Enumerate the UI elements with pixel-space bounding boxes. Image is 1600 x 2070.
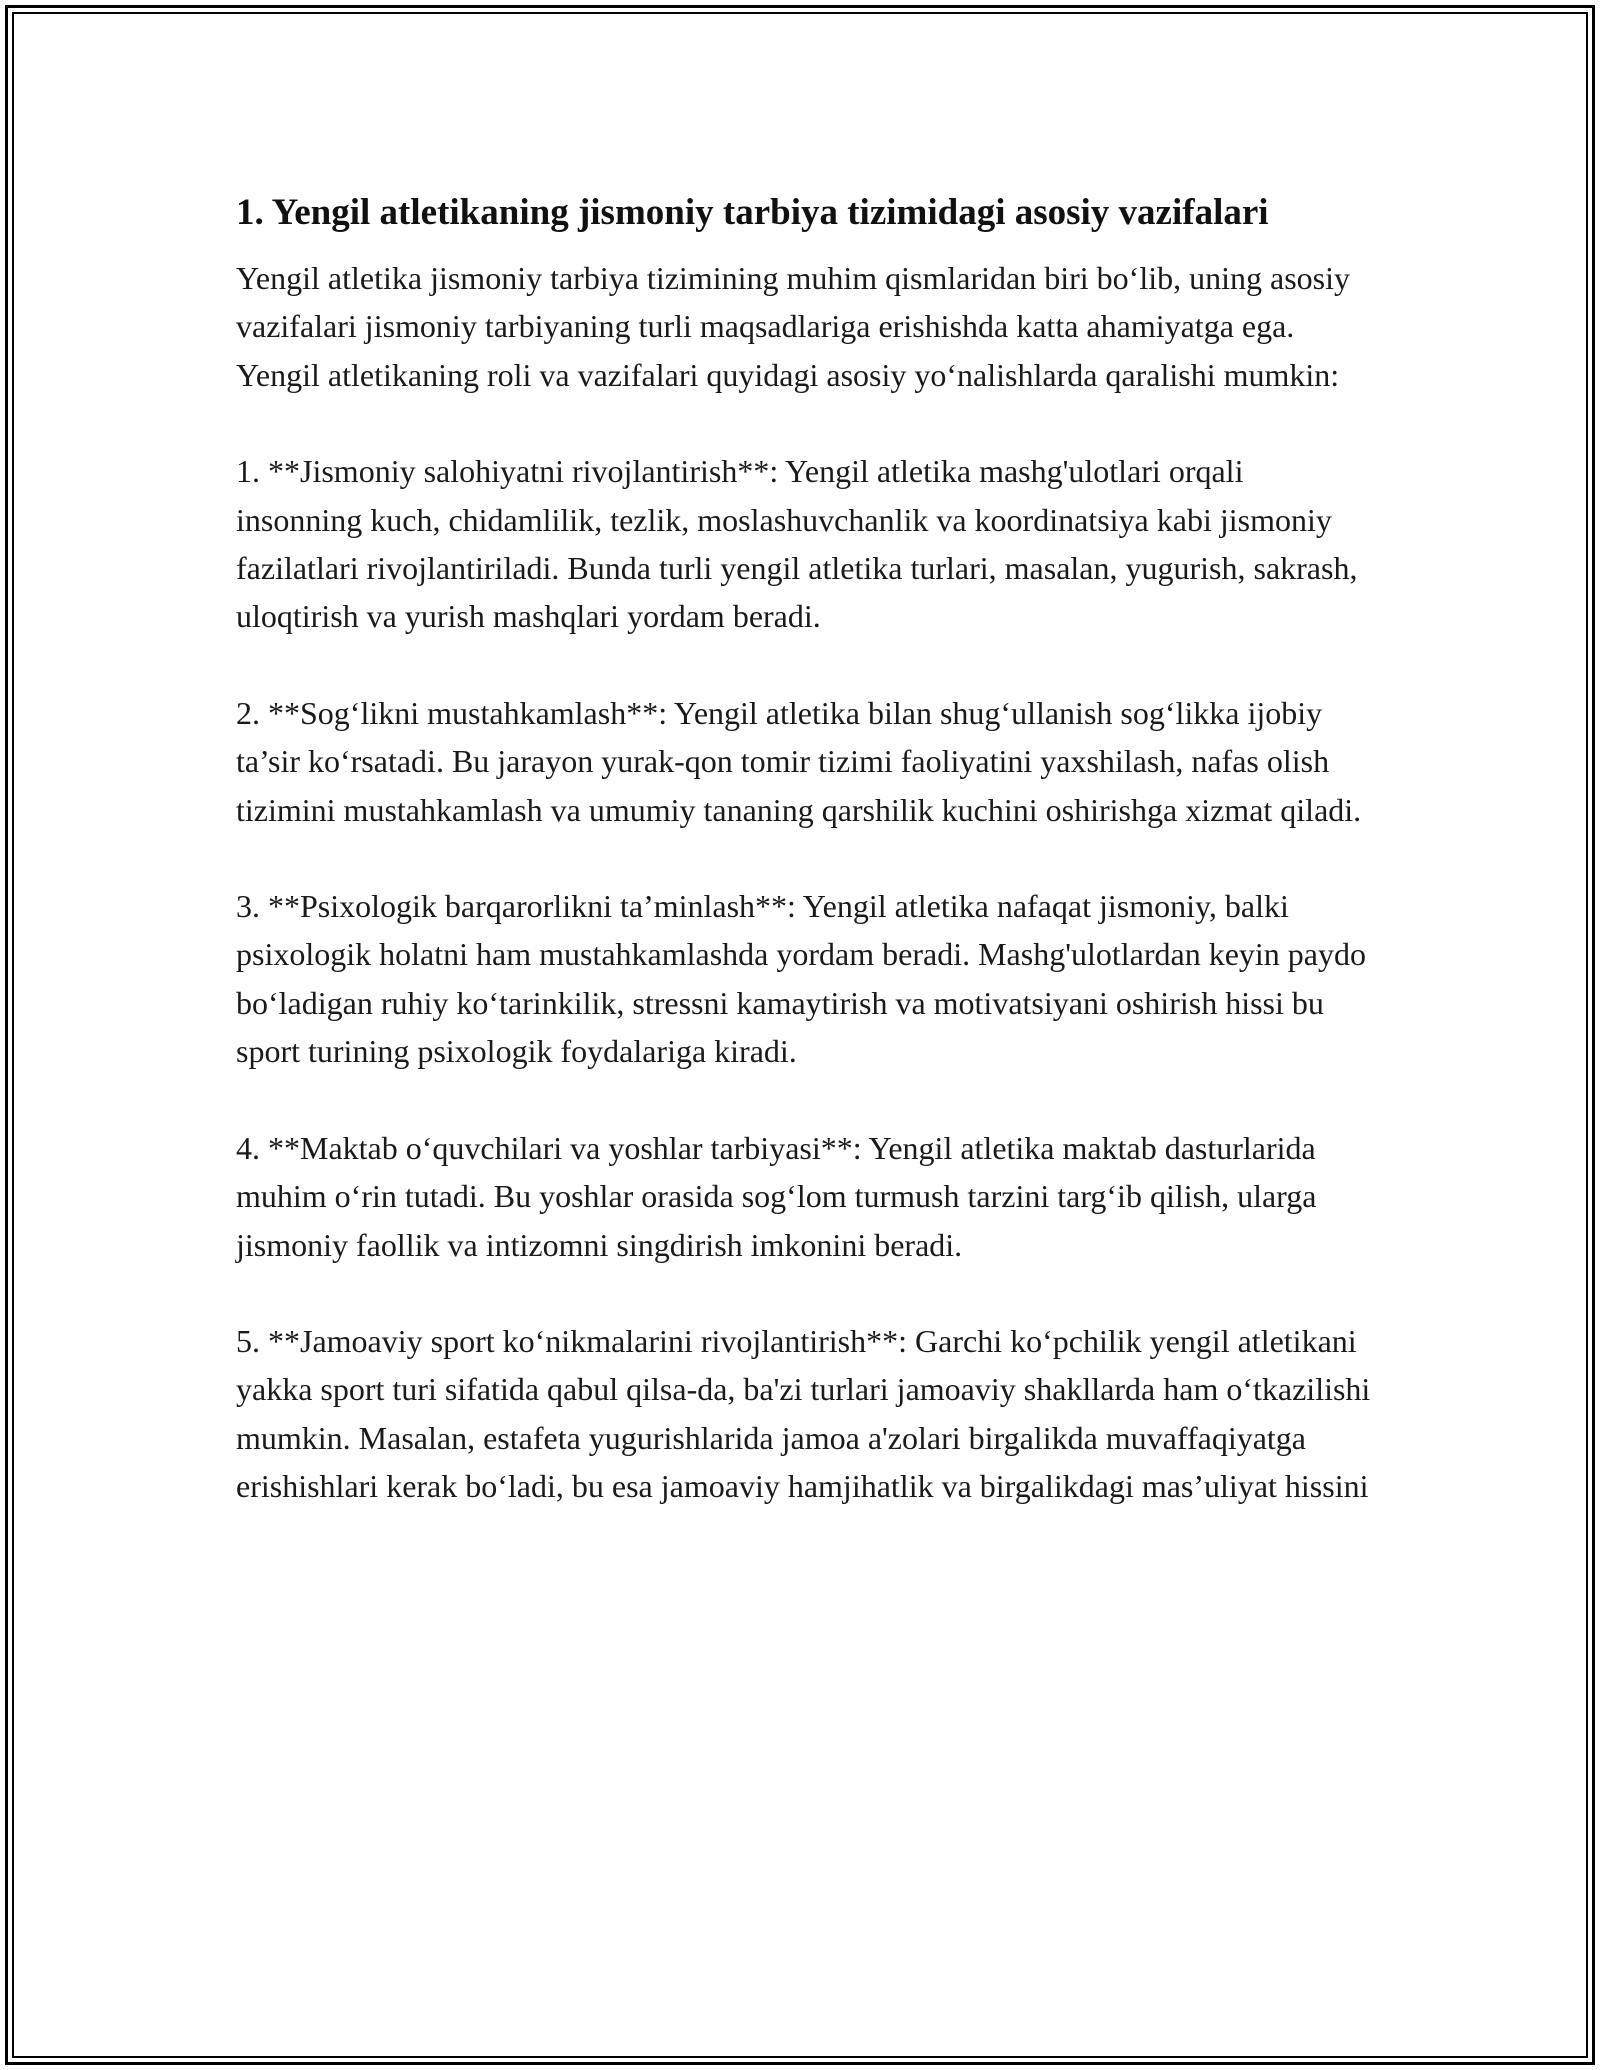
intro-paragraph: Yengil atletika jismoniy tarbiya tizimining muhim qismlaridan biri bo‘lib, uning asosiy vazifalari jismoniy tarbiyaning turli maqsadlariga erishishda katta ahamiyatga ega. Yengil atletikaning roli va vazifalari quyidagi asosiy yo‘nalishlarda qaralishi mumkin: <box>236 260 1350 393</box>
list-item-school-youth: 4. **Maktab o‘quvchilari va yoshlar tarbiyasi**: Yengil atletika maktab dasturlarida muhim o‘rin tutadi. Bu yoshlar orasida sog‘lom turmush tarzini targ‘ib qilish, ularga jismoniy faollik va intizomni singdirish imkonini beradi. <box>236 1129 1317 1263</box>
list-item-physical-potential: 1. **Jismoniy salohiyatni rivojlantirish**: Yengil atletika mashg'ulotlari orqali insonning kuch, chidamlilik, tezlik, moslashuvchanlik va koordinatsiya kabi jismoniy fazilatlari rivojlantiriladi. Bunda turli yengil atletika turlari, masalan, yugurish, sakrash, uloqtirish va yurish mashqlari yordam beradi. <box>236 453 1358 635</box>
list-item-team-skills: 5. **Jamoaviy sport ko‘nikmalarini rivojlantirish**: Garchi ko‘pchilik yengil atletikani yakka sport turi sifatida qabul qilsa-da, ba'zi turlari jamoaviy shakllarda ham o‘tkazilishi mumkin. Masalan, estafeta yugurishlarida jamoa a'zolari birgalikda muvaffaqiyatga erishishlari kerak bo‘ladi, bu esa jamoaviy hamjihatlik va birgalikdagi mas’uliyat hissini <box>236 1322 1371 1505</box>
document-body <box>236 186 1376 1511</box>
list-item-health: 2. **Sog‘likni mustahkamlash**: Yengil atletika bilan shug‘ullanish sog‘likka ijobiy ta’sir ko‘rsatadi. Bu jarayon yurak-qon tomir tizimi faoliyatini yaxshilash, nafas olish tizimini mustahkamlash va umumiy tananing qarshilik kuchini oshirishga xizmat qiladi. <box>236 694 1362 828</box>
list-item-psychological-stability: 3. **Psixologik barqarorlikni ta’minlash**: Yengil atletika nafaqat jismoniy, balki psixologik holatni ham mustahkamlashda yordam beradi. Mashg'ulotlardan keyin paydo bo‘ladigan ruhiy ko‘tarinkilik, stressni kamaytirish va motivatsiyani oshirish hissi bu sport turining psixologik foydalariga kiradi. <box>236 888 1366 1070</box>
section-heading: 1. Yengil atletikaning jismoniy tarbiya tizimidagi asosiy vazifalari <box>236 192 1269 233</box>
